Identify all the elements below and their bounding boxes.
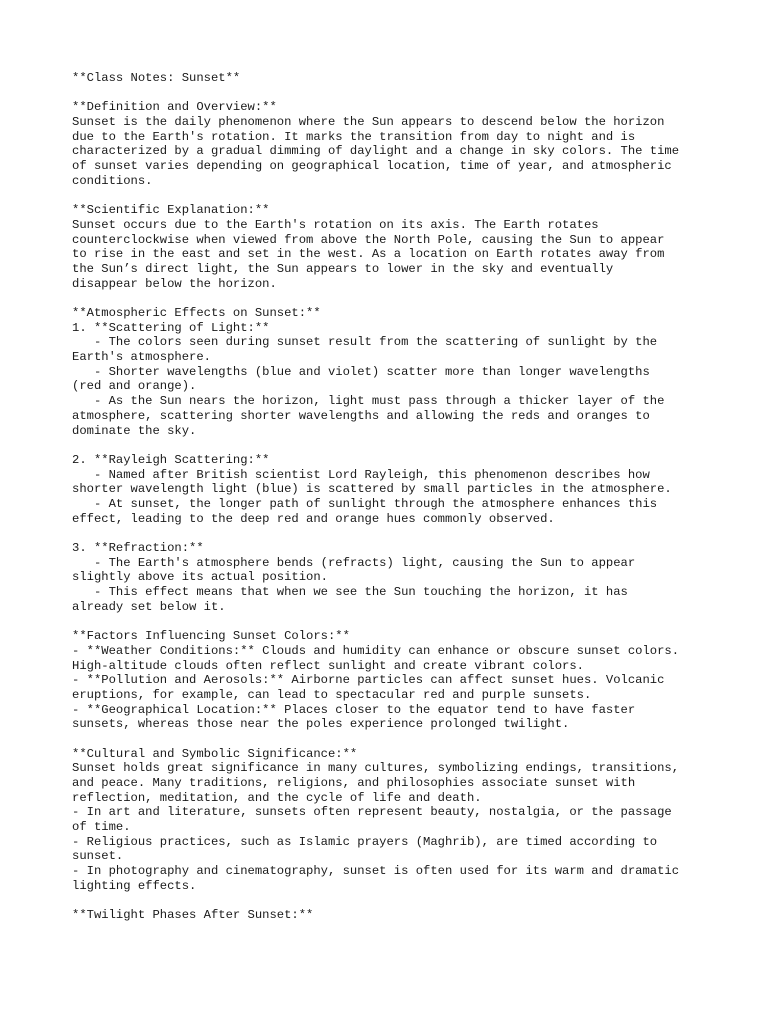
blank-line [72, 86, 732, 101]
subsection-heading: 2. **Rayleigh Scattering:** [72, 452, 270, 467]
paragraph-line: Sunset is the daily phenomenon where the Sun appears to descend below the horizon [72, 115, 665, 130]
paragraph-line: conditions. [72, 173, 153, 188]
paragraph-line: Sunset occurs due to the Earth's rotation on its axis. The Earth rotates [72, 217, 599, 232]
paragraph-line: of sunset varies depending on geographical location, time of year, and atmospheric [72, 159, 672, 174]
list-item-line: - This effect means that when we see the Sun touching the horizon, it has [72, 585, 628, 600]
blank-line [72, 732, 732, 747]
list-item-line: of time. [72, 820, 131, 835]
list-item-line: High-altitude clouds often reflect sunlight and create vibrant colors. [72, 658, 584, 673]
list-item-line: dominate the sky. [72, 423, 197, 438]
list-item-line: (red and orange). [72, 379, 197, 394]
paragraph-line: and peace. Many traditions, religions, and philosophies associate sunset with [72, 776, 636, 790]
list-item-line: - **Pollution and Aerosols:** Airborne particles can affect sunset hues. Volcanic [72, 673, 665, 688]
list-item-line: - Religious practices, such as Islamic prayers (Maghrib), are timed according to [72, 834, 658, 849]
paragraph-line: disappear below the horizon. [72, 276, 277, 291]
list-item-line: - At sunset, the longer path of sunlight through the atmosphere enhances this [72, 496, 658, 511]
blank-line [72, 291, 732, 306]
section-heading: **Atmospheric Effects on Sunset:** [72, 306, 321, 320]
paragraph-line: characterized by a gradual dimming of daylight and a change in sky colors. The time [72, 144, 680, 159]
list-item-line: - **Weather Conditions:** Clouds and humidity can enhance or obscure sunset colors. [72, 643, 680, 658]
list-item-line: sunsets, whereas those near the poles experience prolonged twilight. [72, 717, 570, 732]
list-item-line: shorter wavelength light (blue) is scattered by small particles in the atmosphere. [72, 482, 672, 497]
blank-line [72, 614, 732, 629]
list-item-line: lighting effects. [72, 878, 197, 893]
section-heading: **Scientific Explanation:** [72, 203, 270, 218]
subsection-heading: 3. **Refraction:** [72, 541, 204, 555]
list-item-line: - The colors seen during sunset result from the scattering of sunlight by the [72, 335, 658, 350]
blank-line [72, 894, 732, 909]
paragraph-line: counterclockwise when viewed from above the North Pole, causing the Sun to appear [72, 232, 665, 247]
list-item-line: - In photography and cinematography, sunset is often used for its warm and dramatic [72, 864, 680, 879]
section-heading: **Cultural and Symbolic Significance:** [72, 746, 358, 761]
paragraph-line: due to the Earth's rotation. It marks the transition from day to night and is [72, 129, 636, 144]
section-heading: **Definition and Overview:** [72, 100, 277, 115]
list-item-line: - Shorter wavelengths (blue and violet) scatter more than longer wavelengths [72, 364, 650, 379]
section-heading: **Twilight Phases After Sunset:** [72, 908, 314, 923]
section-heading: **Factors Influencing Sunset Colors:** [72, 629, 350, 644]
list-item-line: effect, leading to the deep red and orange hues commonly observed. [72, 511, 555, 526]
list-item-line: - Named after British scientist Lord Rayleigh, this phenomenon describes how [72, 467, 650, 482]
document-body [72, 71, 732, 923]
list-item-line: - The Earth's atmosphere bends (refracts) light, causing the Sun to appear [72, 555, 636, 570]
paragraph-line: reflection, meditation, and the cycle of life and death. [72, 790, 482, 805]
subsection-heading: 1. **Scattering of Light:** [72, 320, 270, 335]
paragraph-line: Sunset holds great significance in many cultures, symbolizing endings, transitions, [72, 761, 680, 776]
list-item-line: atmosphere, scattering shorter wavelengths and allowing the reds and oranges to [72, 408, 650, 423]
doc-title: **Class Notes: Sunset** [72, 71, 241, 85]
list-item-line: Earth's atmosphere. [72, 350, 211, 365]
list-item-line: slightly above its actual position. [72, 570, 328, 585]
list-item-line: - In art and literature, sunsets often represent beauty, nostalgia, or the passage [72, 805, 672, 820]
blank-line [72, 189, 732, 204]
list-item-line: - **Geographical Location:** Places closer to the equator tend to have faster [72, 702, 636, 717]
list-item-line: sunset. [72, 849, 124, 864]
list-item-line: eruptions, for example, can lead to spectacular red and purple sunsets. [72, 687, 592, 702]
list-item-line: already set below it. [72, 599, 226, 614]
blank-line [72, 438, 732, 453]
blank-line [72, 526, 732, 541]
paragraph-line: to rise in the east and set in the west. As a location on Earth rotates away from [72, 247, 665, 262]
list-item-line: - As the Sun nears the horizon, light must pass through a thicker layer of the [72, 394, 665, 409]
paragraph-line: the Sun’s direct light, the Sun appears to lower in the sky and eventually [72, 261, 614, 276]
